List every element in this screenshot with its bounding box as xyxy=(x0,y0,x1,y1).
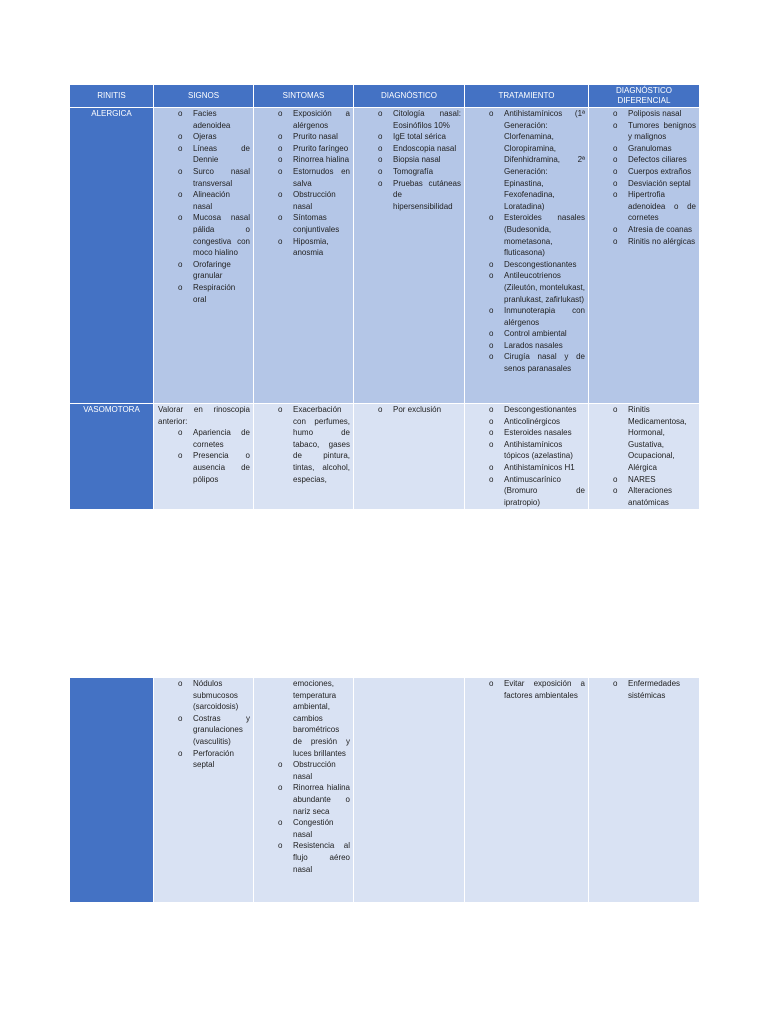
cell-cont-signos xyxy=(154,678,254,903)
list-item: o Enfermedades sistémicas xyxy=(593,678,696,701)
header-sintomas: SINTOMAS xyxy=(254,85,354,108)
cell-vasomotora-signos xyxy=(154,404,254,510)
list-item: o Rinorrea hialina abundante o nariz seca xyxy=(258,782,350,817)
list-item: o Por exclusión xyxy=(358,404,461,416)
list-item: o Mucosa nasal pálida o congestiva con moco hialino xyxy=(158,212,250,258)
list-item: o Larados nasales xyxy=(469,340,585,352)
list-item: o Descongestionantes xyxy=(469,259,585,271)
row-label-continued xyxy=(70,678,154,903)
list-item: o Exposición a alérgenos xyxy=(258,108,350,131)
list-item: o Exacerbación con perfumes, humo de tabaco, gases de pintura, tintas, alcohol, especias, xyxy=(258,404,350,485)
list-item: o Antihistamínicos tópicos (azelastina) xyxy=(469,439,585,462)
list-item: o Surco nasal transversal xyxy=(158,166,250,189)
row-label-alergica: ALERGICA xyxy=(70,108,154,404)
list-item: o Rinitis no alérgicas xyxy=(593,236,696,248)
list-item: o Rinitis Medicamentosa, Hormonal, Gustativa, Ocupacional, Alérgica xyxy=(593,404,696,474)
list-alergica-tratamiento xyxy=(465,108,588,375)
list-vasomotora-tratamiento xyxy=(465,404,588,508)
list-item: o Citología nasal: Eosinófilos 10% xyxy=(358,108,461,131)
list-item: o Prurito nasal xyxy=(258,131,350,143)
list-vasomotora-diagnostico xyxy=(354,404,464,416)
list-vasomotora-diferencial xyxy=(589,404,699,508)
list-item: o Cuerpos extraños xyxy=(593,166,696,178)
list-item: o Obstrucción nasal xyxy=(258,189,350,212)
list-item: o Alteraciones anatómicas xyxy=(593,485,696,508)
list-item: o Síntomas conjuntivales xyxy=(258,212,350,235)
list-item: o Prurito faríngeo xyxy=(258,143,350,155)
list-item: o Endoscopia nasal xyxy=(358,143,461,155)
cell-alergica-signos xyxy=(154,108,254,404)
list-item: o IgE total sérica xyxy=(358,131,461,143)
header-diferencial: DIAGNÓSTICO DIFERENCIAL xyxy=(589,85,700,108)
cell-alergica-diagnostico xyxy=(354,108,465,404)
list-item: o Respiración oral xyxy=(158,282,250,305)
cell-cont-diagnostico xyxy=(354,678,465,903)
list-vasomotora-sintomas xyxy=(254,404,353,485)
rinitis-table xyxy=(69,84,700,510)
list-item: o Costras y granulaciones (vasculitis) xyxy=(158,713,250,748)
list-item: o Defectos ciliares xyxy=(593,154,696,166)
list-cont-sintomas xyxy=(254,759,353,875)
row-label-vasomotora: VASOMOTORA xyxy=(70,404,154,510)
row-vasomotora-continued xyxy=(70,678,700,903)
list-item: o Perforación septal xyxy=(158,748,250,771)
list-item: o Desviación septal xyxy=(593,178,696,190)
list-item: o Hiposmia, anosmia xyxy=(258,236,350,259)
cell-cont-sintomas xyxy=(254,678,354,903)
list-item: o Anticolinérgicos xyxy=(469,416,585,428)
list-item: o Orofaringe granular xyxy=(158,259,250,282)
list-item: o Antileucotrienos (Zileutón, montelukast, pranlukast, zafirlukast) xyxy=(469,270,585,305)
cell-cont-diferencial xyxy=(589,678,700,903)
list-item: o Inmunoterapia con alérgenos xyxy=(469,305,585,328)
list-item: o Control ambiental xyxy=(469,328,585,340)
vasomotora-signos-intro: Valorar en rinoscopia anterior: xyxy=(158,405,250,426)
cell-vasomotora-diagnostico xyxy=(354,404,465,510)
list-item: o Antihistamínicos (1ª Generación: Clorfenamina, Cloropiramina, Difenhidramina, 2ª Generación: Epinastina, Fexofenadina, Loratadina) xyxy=(469,108,585,212)
list-item: o Congestión nasal xyxy=(258,817,350,840)
list-item: o Antihistamínicos H1 xyxy=(469,462,585,474)
cell-vasomotora-tratamiento xyxy=(465,404,589,510)
list-item: o Apariencia de cornetes xyxy=(158,427,250,450)
list-item: o Resistencia al flujo aéreo nasal xyxy=(258,840,350,875)
list-alergica-diferencial xyxy=(589,108,699,247)
list-alergica-diagnostico xyxy=(354,108,464,212)
cell-vasomotora-sintomas xyxy=(254,404,354,510)
row-vasomotora xyxy=(70,404,700,510)
list-item: o Ojeras xyxy=(158,131,250,143)
rinitis-table-continuation xyxy=(69,677,700,903)
list-item: o Estornudos en salva xyxy=(258,166,350,189)
list-item: o Descongestionantes xyxy=(469,404,585,416)
list-vasomotora-signos xyxy=(154,427,253,485)
cont-sintomas-text: emociones, temperatura ambiental, cambios barométricos de presión y luces brillantes xyxy=(293,679,350,758)
list-item: o Pruebas cutáneas de hipersensibilidad xyxy=(358,178,461,213)
header-tratamiento: TRATAMIENTO xyxy=(465,85,589,108)
list-item: o Líneas de Dennie xyxy=(158,143,250,166)
list-cont-tratamiento xyxy=(465,678,588,701)
list-alergica-sintomas xyxy=(254,108,353,259)
cell-alergica-tratamiento xyxy=(465,108,589,404)
row-alergica xyxy=(70,108,700,404)
list-item: o Esteroides nasales xyxy=(469,427,585,439)
list-item: o Obstrucción nasal xyxy=(258,759,350,782)
list-item: o Hipertrofia adenoidea o de cornetes xyxy=(593,189,696,224)
list-item: o Granulomas xyxy=(593,143,696,155)
header-rinitis: RINITIS xyxy=(70,85,154,108)
cell-vasomotora-diferencial xyxy=(589,404,700,510)
list-item: o NARES xyxy=(593,474,696,486)
list-item: o Presencia o ausencia de pólipos xyxy=(158,450,250,485)
list-item: o Esteroides nasales (Budesonida, mometasona, fluticasona) xyxy=(469,212,585,258)
list-cont-signos xyxy=(154,678,253,771)
header-diagnostico: DIAGNÓSTICO xyxy=(354,85,465,108)
list-item: o Tomografía xyxy=(358,166,461,178)
list-item: o Facies adenoidea xyxy=(158,108,250,131)
cell-alergica-sintomas xyxy=(254,108,354,404)
list-item: o Biopsia nasal xyxy=(358,154,461,166)
header-row xyxy=(70,85,700,108)
list-item: o Antimuscarínico (Bromuro de ipratropio) xyxy=(469,474,585,509)
list-cont-diferencial xyxy=(589,678,699,701)
list-item: o Alineación nasal xyxy=(158,189,250,212)
list-item: o Poliposis nasal xyxy=(593,108,696,120)
list-item: o Nódulos submucosos (sarcoidosis) xyxy=(158,678,250,713)
cell-alergica-diferencial xyxy=(589,108,700,404)
list-item: o Evitar exposición a factores ambientales xyxy=(469,678,585,701)
list-item: o Tumores benignos y malignos xyxy=(593,120,696,143)
list-item: o Rinorrea hialina xyxy=(258,154,350,166)
list-item: o Cirugía nasal y de senos paranasales xyxy=(469,351,585,374)
list-item: o Atresia de coanas xyxy=(593,224,696,236)
list-alergica-signos xyxy=(154,108,253,305)
header-signos: SIGNOS xyxy=(154,85,254,108)
cell-cont-tratamiento xyxy=(465,678,589,903)
